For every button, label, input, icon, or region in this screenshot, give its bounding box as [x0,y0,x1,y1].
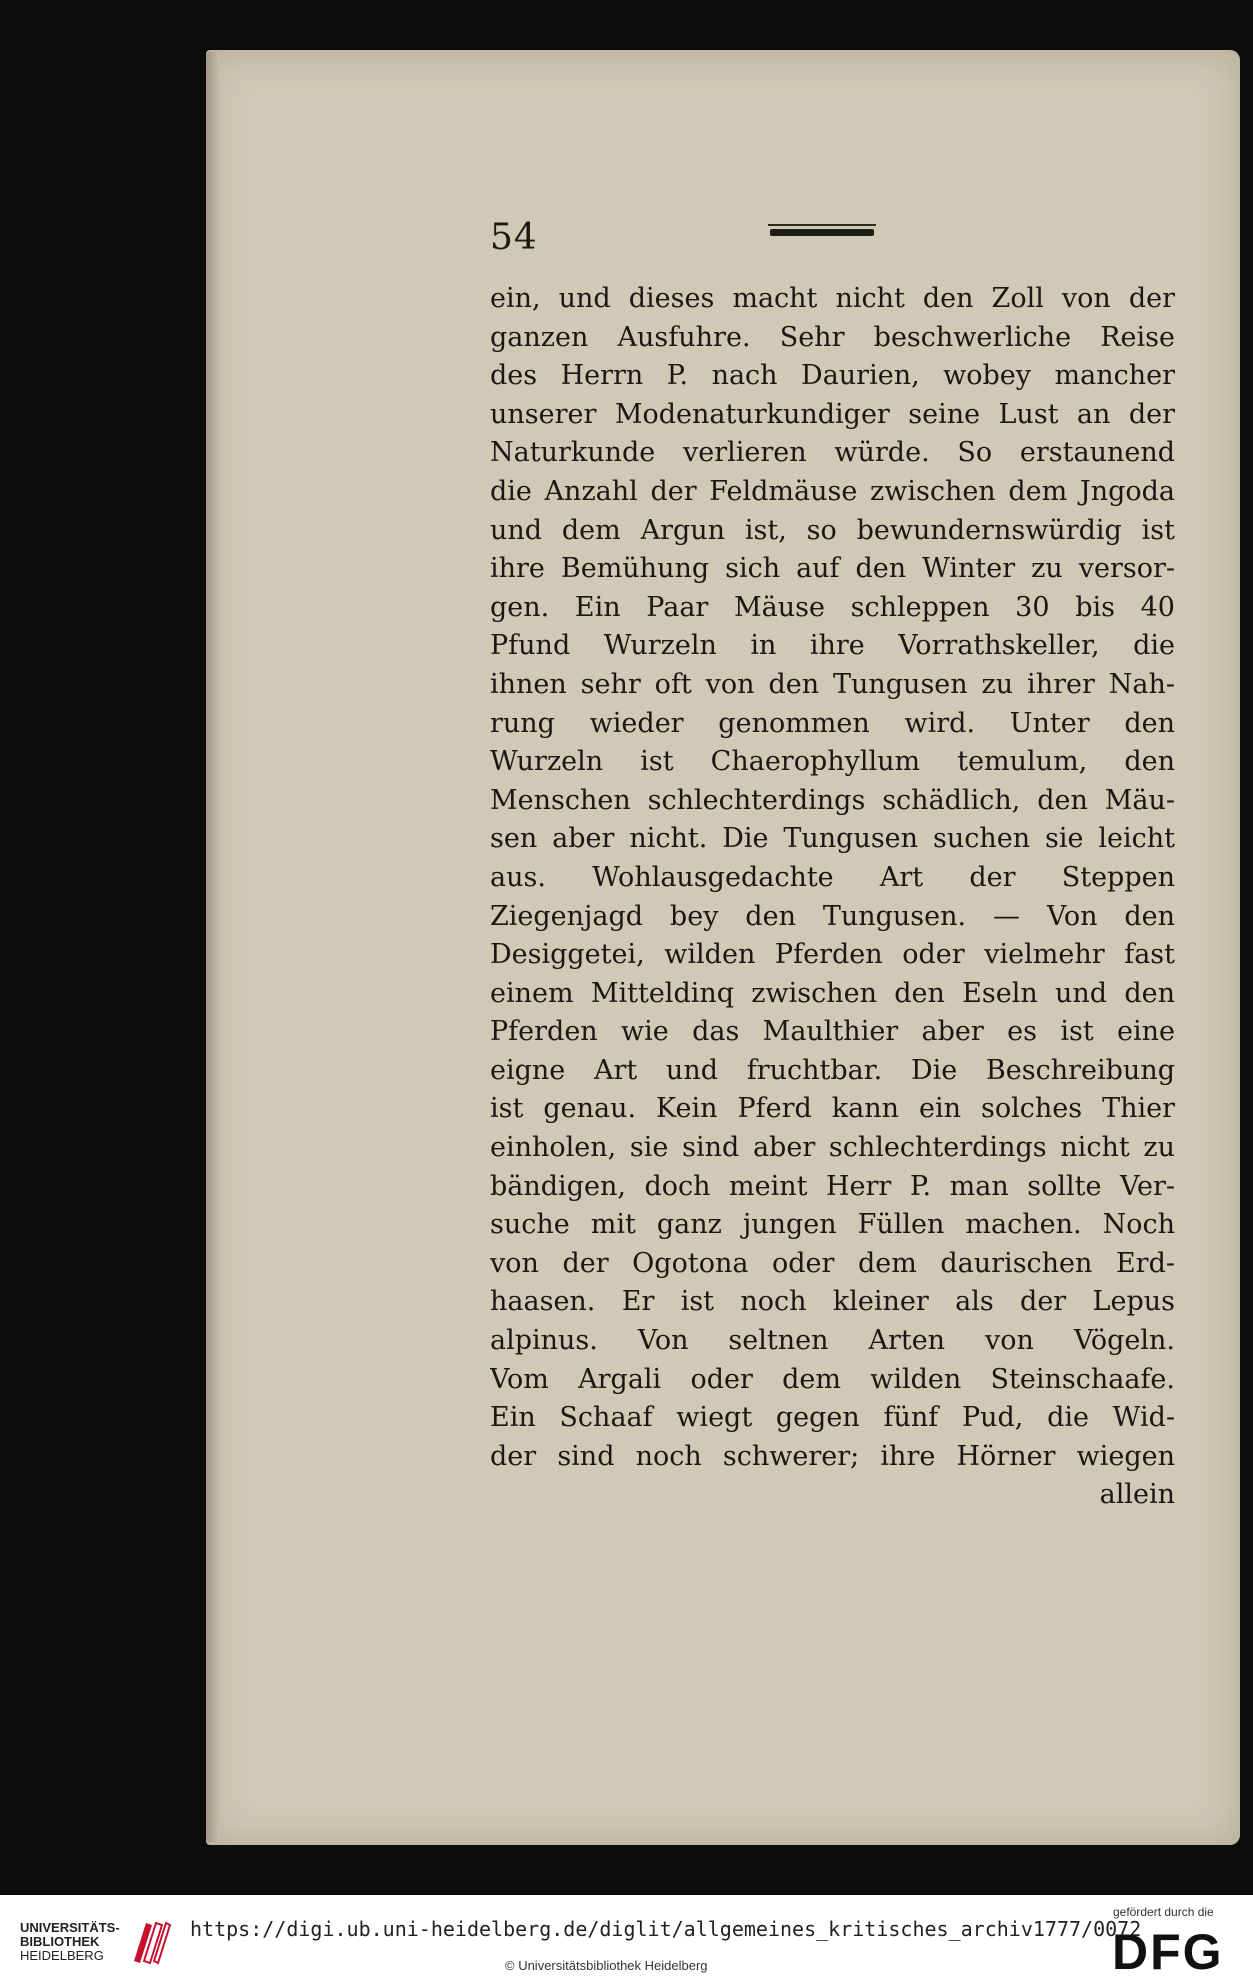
text-line: von der Ogotona oder dem daurischen Erd- [490,1247,1175,1279]
text-line: und dem Argun ist, so bewundernswürdig ist [490,514,1175,546]
library-name-line1: UNIVERSITÄTS- [20,1920,120,1935]
text-line: ganzen Ausfuhre. Sehr beschwerliche Reise [490,321,1175,353]
text-line: ihre Bemühung sich auf den Winter zu versor- [490,553,1175,585]
text-line: rung wieder genommen wird. Unter den [490,707,1175,739]
library-name-line3: HEIDELBERG [20,1948,104,1963]
dfg-logo[interactable]: DFG [1112,1924,1224,1980]
text-line: Naturkunde verlieren würde. So erstaunend [490,437,1175,469]
catchword: allein [1099,1479,1175,1511]
page-edge [206,52,220,1842]
text-line: unserer Modenaturkundiger seine Lust an der [490,398,1175,430]
text-line: Vom Argali oder dem wilden Steinschaafe. [490,1363,1175,1395]
text-line: ihnen sehr oft von den Tungusen zu ihrer Nah- [490,668,1175,700]
text-line: gen. Ein Paar Mäuse schleppen 30 bis 40 [490,591,1175,623]
page-number: 54 [490,217,538,258]
permalink-url[interactable]: https://digi.ub.uni-heidelberg.de/diglit/allgemeines_kritisches_archiv1777/0072 [190,1917,1142,1941]
text-line: ein, und dieses macht nicht den Zoll von der [490,283,1175,314]
text-line: Wurzeln ist Chaerophyllum temulum, den [490,746,1175,778]
text-line: bändigen, doch meint Herr P. man sollte Ver- [490,1170,1175,1202]
viewer-footer [0,1895,1253,1986]
text-line: eigne Art und fruchtbar. Die Beschreibung [490,1054,1175,1086]
text-line: Menschen schlechterdings schädlich, den Mäu- [490,784,1175,816]
library-name[interactable] [20,1921,120,1963]
text-line: einem Mitteldinq zwischen den Eseln und den [490,977,1175,1009]
text-line: Pferden wie das Maulthier aber es ist eine [490,1016,1175,1048]
text-line: sen aber nicht. Die Tungusen suchen sie leicht [490,823,1175,855]
text-line: Desiggetei, wilden Pferden oder vielmehr fast [490,939,1175,971]
header-rule-thin [768,224,876,226]
page-header [490,215,1170,265]
text-line: Ziegenjagd bey den Tungusen. — Von den [490,900,1175,932]
text-line: Ein Schaaf wiegt gegen fünf Pud, die Wid- [490,1402,1175,1434]
text-line: suche mit ganz jungen Füllen machen. Noch [490,1209,1175,1241]
text-line: Pfund Wurzeln in ihre Vorrathskeller, die [490,630,1175,662]
library-logo-icon[interactable] [126,1917,174,1965]
header-rule [770,229,874,236]
funding-label: gefördert durch die [1113,1905,1214,1919]
text-line: einholen, sie sind aber schlechterdings nicht zu [490,1132,1175,1164]
copyright-notice: © Universitätsbibliothek Heidelberg [505,1958,708,1973]
text-line: aus. Wohlausgedachte Art der Steppen [490,861,1175,893]
text-line: ist genau. Kein Pferd kann ein solches Thier [490,1093,1175,1125]
page-body-text [490,280,1175,1515]
text-line: haasen. Er ist noch kleiner als der Lepus [490,1286,1175,1318]
library-name-line2: BIBLIOTHEK [20,1934,100,1949]
text-line: die Anzahl der Feldmäuse zwischen dem Jngoda [490,475,1175,507]
text-line: des Herrn P. nach Daurien, wobey mancher [490,360,1175,392]
text-line: der sind noch schwerer; ihre Hörner wiegen [490,1440,1175,1472]
text-line: alpinus. Von seltnen Arten von Vögeln. [490,1325,1175,1357]
